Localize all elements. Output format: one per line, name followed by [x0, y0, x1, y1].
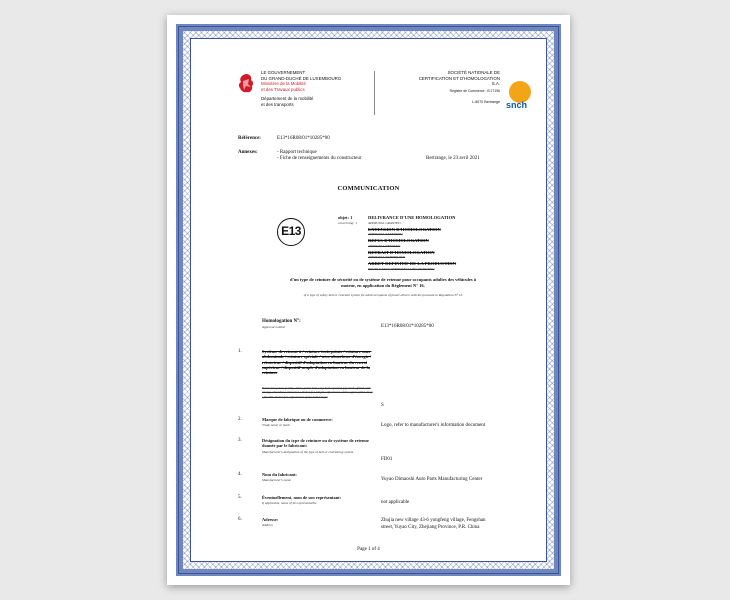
objet-options — [368, 215, 528, 273]
item-2-label-en: Trade name or mark — [262, 423, 290, 427]
item-6-label-en: Address — [262, 523, 273, 527]
lux-dept-1: Département de la mobilité — [261, 95, 314, 101]
snch-sa: S.A. — [491, 81, 500, 87]
snch-line-1: SOCIÉTÉ NATIONALE DE — [447, 70, 500, 75]
item-number: 2. — [238, 417, 242, 422]
date-line: Bertrange, le 23 avril 2021 — [426, 156, 480, 161]
item-5-label: Éventuellement, nom de son représentant: — [262, 495, 342, 500]
snch-address: L-8070 Bertrange — [472, 99, 500, 104]
reference-value: E13*16R08/01*10285*00 — [277, 136, 330, 141]
item-2-label: Marque de fabrique ou de commerce: — [262, 417, 333, 422]
scope-fr: d'un type de ceinture de sécurité ou de système de retenue pour occupants adultes des véhicules à moteur, en application du Règlement N° 16. — [290, 277, 476, 288]
item-4-label: Nom du fabricant: — [262, 472, 297, 477]
annex-item-1: - Rapport technique — [277, 150, 317, 155]
objet-label: objet: 1 — [338, 215, 353, 220]
snch-line-2: CERTIFICATION ET D'HOMOLOGATION — [418, 75, 500, 81]
item-1-label: Système de retenue à / ceinture trois points / ceinture sous-abdominale / ceinture spéciale / avec absorbeur d'énergie / rétracteur / dispositif d'adaptation en hauteur du renvoi supérieur / dispositif souple d'adaptation en hauteur de la ceinture — [262, 349, 372, 376]
annex-item-2: - Fiche de renseignements du constructeur — [277, 156, 362, 162]
lux-line-2: DU GRAND-DUCHÉ DE LUXEMBOURG — [261, 75, 342, 81]
document-page — [167, 15, 570, 585]
reference-label: Référence: — [238, 136, 261, 141]
option-refused: REFUS D'HOMOLOGATION APPROVAL REFUSED — [368, 238, 429, 248]
lux-government-block — [261, 70, 371, 107]
item-4-label-en: Manufacturer's name — [262, 478, 291, 482]
item-5-value: not applicable — [381, 500, 410, 505]
luxembourg-lion-logo — [235, 72, 257, 96]
annexes-label: Annexes: — [238, 150, 258, 155]
item-5-label-en: If applicable, name of his representative — [262, 501, 317, 505]
option-withdrawn: RETRAIT D'HOMOLOGATION APPROVAL WITHDRAWN — [368, 249, 435, 260]
item-3-label-en: Manufacturer's designation of the type of belt or restraining system — [262, 450, 354, 454]
lux-ministry-1: Ministère de la Mobilité — [261, 81, 306, 87]
item-3-value: FD01 — [381, 457, 393, 462]
snch-block — [380, 70, 500, 104]
item-number: 4. — [238, 472, 242, 477]
page-number: Page 1 of 4 — [357, 547, 380, 552]
item-6-label: Adresse: — [262, 517, 279, 522]
decorative-border — [176, 24, 561, 576]
snch-logo — [503, 81, 537, 115]
header-divider — [374, 71, 375, 115]
lux-dept-2: et des transports — [261, 101, 294, 107]
option-extension: EXTENSION D'HOMOLOGATION APPROVAL EXTENDED — [368, 226, 441, 237]
concerning-label: concerning: 1 — [338, 221, 357, 225]
option-discontinued: ARRET DEFINITIF DE LA PRODUCTION PRODUCTION DEFINITELY DISCONTINUED — [368, 261, 457, 271]
item-3-label: Désignation du type de ceinture ou de système de retenue donnée par le fabricant: — [262, 438, 369, 449]
item-number: 1. — [238, 349, 242, 354]
annexes-list — [277, 150, 362, 163]
approval-label: Homologation N°: — [262, 319, 301, 324]
scope-en: of a type of safety-belt or restraint system for adult occupants of power-driven vehicles pursuant to Regulation N° 16 — [303, 293, 463, 297]
page-inner — [190, 38, 547, 562]
approval-label-en: Approval number — [262, 325, 286, 329]
item-6-value: Zhujia new village 43-6 yongfeng village, Fengshan street, Yuyao City, Zhejiang Province, P.R. China — [381, 518, 486, 531]
item-1-label-en: Restraint system (with) / three-point belt / lap belt / special type belt / fitted with energy absorber / retractor / device for height adjustment of the upper pillar loop / flexible device for adjustment of the belt height — [262, 386, 373, 399]
item-number: 6. — [238, 517, 242, 522]
page-title: COMMUNICATION — [337, 185, 400, 192]
e13-mark: E13 — [277, 218, 305, 246]
lux-line-1: LE GOUVERNEMENT — [261, 70, 306, 75]
item-number: 3. — [238, 438, 242, 443]
snch-logo-text: snch — [506, 100, 528, 110]
approval-value: E13*16R08/01*10285*00 — [381, 324, 434, 329]
item-1-value: S — [381, 403, 384, 408]
item-4-value: Yuyao Dimaoshi Auto Parts Manufacturing Center — [381, 477, 483, 482]
item-2-value: Logo, refer to manufacturer's information document — [381, 423, 486, 428]
option-granted: DELIVRANCE D'UNE HOMOLOGATION APPROVAL GRANTED — [368, 215, 456, 225]
snch-registre: Registre de Commerce : B 27196 — [449, 89, 500, 94]
item-number: 5. — [238, 495, 242, 500]
lux-ministry-2: et des Travaux publics — [261, 87, 305, 93]
